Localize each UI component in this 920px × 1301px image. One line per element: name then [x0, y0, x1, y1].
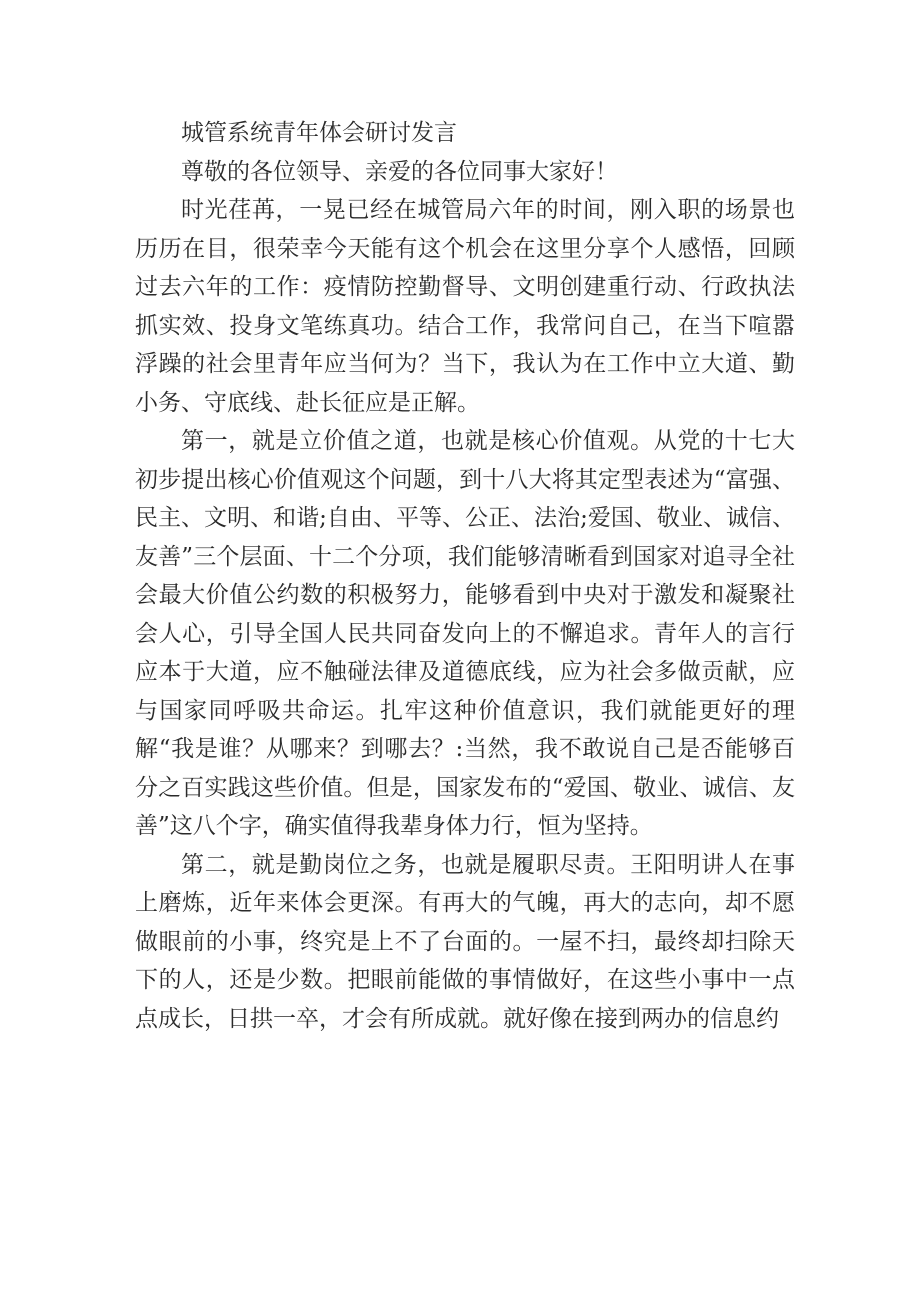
paragraph-first-point: 第一，就是立价值之道，也就是核心价值观。从党的十七大初步提出核心价值观这个问题，到十八大将其定型表述为“富强、民主、文明、和谐;自由、平等、公正、法治;爱国、敬业、诚信、友善”三个层面、十二个分项，我们能够清晰看到国家对追寻全社会最大价值公约数的积极努力，能够看到中央对于激发和凝聚社会人心，引导全国人民共同奋发向上的不懈追求。青年人的言行应本于大道，应不触碰法律及道德底线，应为社会多做贡献，应与国家同呼吸共命运。扎牢这种价值意识，我们就能更好的理解“我是谁？从哪来？到哪去？:当然，我不敢说自己是否能够百分之百实践这些价值。但是，国家发布的“爱国、敬业、诚信、友善”这八个字，确实值得我辈身体力行，恒为坚持。 [135, 428, 795, 839]
greeting: 尊敬的各位领导、亲爱的各位同事大家好！ [181, 158, 618, 185]
document-title: 城管系统青年体会研讨发言 [181, 120, 457, 146]
paragraph-intro: 时光荏苒，一晃已经在城管局六年的时间，刚入职的场景也历历在目，很荣幸今天能有这个机会在这里分享个人感悟，回顾过去六年的工作：疫情防控勤督导、文明创建重行动、行政执法抓实效、投身文笔练真功。结合工作，我常问自己，在当下喧嚣浮躁的社会里青年应当何为？当下，我认为在工作中立大道、勤小务、守底线、赴长征应是正解。 [135, 197, 795, 416]
document-body [135, 114, 795, 1038]
paragraph-second-point: 第二，就是勤岗位之务，也就是履职尽责。王阳明讲人在事上磨炼，近年来体会更深。有再大的气魄，再大的志向，却不愿做眼前的小事，终究是上不了台面的。一屋不扫，最终却扫除天下的人，还是少数。把眼前能做的事情做好，在这些小事中一点点成长，日拱一卒，才会有所成就。就好像在接到两办的信息约 [135, 851, 795, 1032]
